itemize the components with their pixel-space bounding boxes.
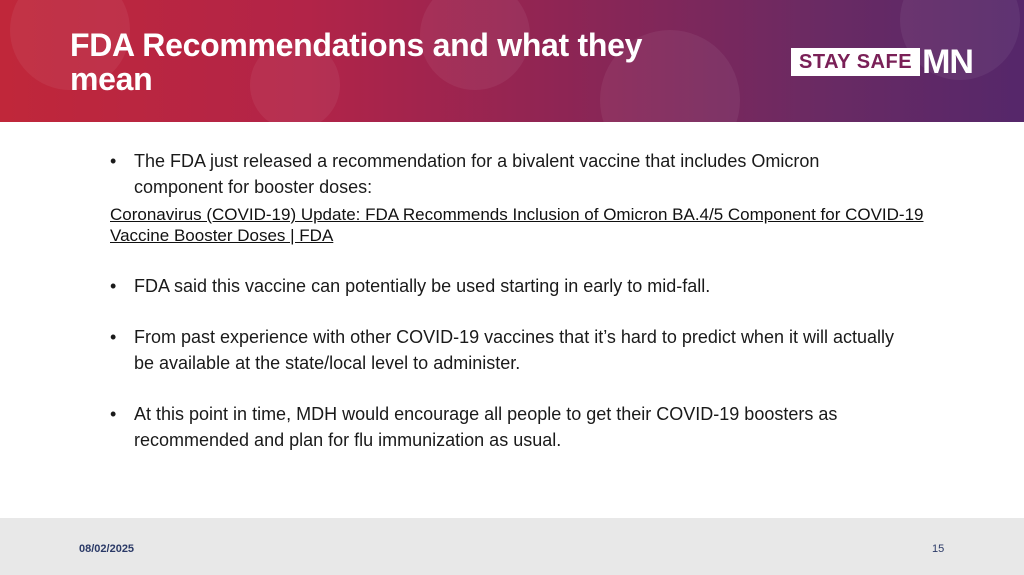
bullet-dot: •	[110, 404, 117, 424]
bullet-text: From past experience with other COVID-19 vaccines that it’s hard to predict when it will actually be available at the state/local level to administer.	[134, 327, 894, 373]
logo-box-text: STAY SAFE	[791, 48, 920, 76]
slide-footer	[0, 518, 1024, 575]
page-number: 15	[932, 543, 945, 555]
bullet-dot: •	[110, 276, 117, 296]
fda-article-link[interactable]: Coronavirus (COVID-19) Update: FDA Recommends Inclusion of Omicron BA.4/5 Component for COVID-19 Vaccine Booster Doses | FDA	[110, 205, 924, 245]
bullet-text: FDA said this vaccine can potentially be used starting in early to mid-fall.	[134, 276, 711, 296]
bullet-dot: •	[110, 151, 117, 171]
bullet-text: The FDA just released a recommendation for a bivalent vaccine that includes Omicron component for booster doses:	[134, 151, 820, 197]
logo-mn-text: MN	[922, 43, 973, 81]
slide-title: FDA Recommendations and what they mean	[70, 27, 643, 97]
footer-date: 08/02/2025	[79, 543, 135, 555]
bullet-text: At this point in time, MDH would encourage all people to get their COVID-19 boosters as recommended and plan for flu immunization as usual.	[134, 404, 838, 450]
slide-header	[0, 0, 1024, 122]
bullet-dot: •	[110, 327, 117, 347]
stay-safe-mn-logo	[791, 43, 973, 81]
